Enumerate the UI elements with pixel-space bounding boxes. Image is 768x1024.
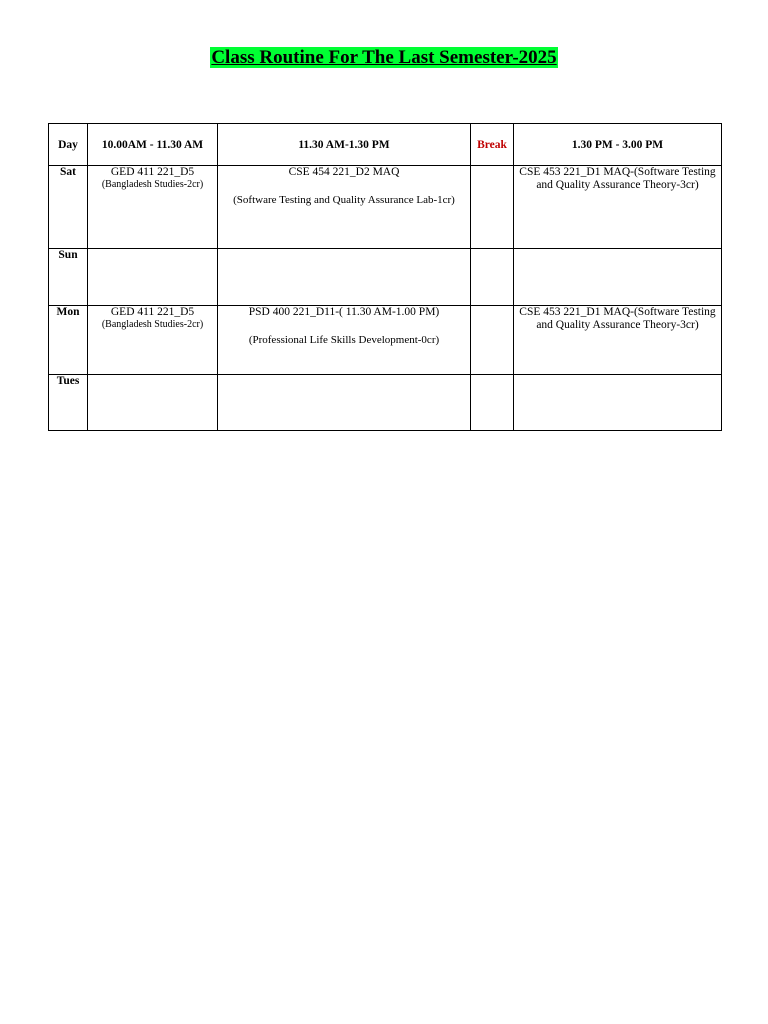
sat-slot-2-course: CSE 454 221_D2 MAQ (288, 166, 400, 178)
table-row-sat (49, 166, 722, 249)
sun-slot-3-cell (514, 249, 722, 306)
page-title: Class Routine For The Last Semester-2025 (211, 47, 557, 68)
header-day: Day (49, 124, 88, 166)
sat-slot-1-course: GED 411 221_D5 (110, 166, 195, 178)
page-title-wrapper (0, 46, 768, 70)
sun-break-cell (471, 249, 514, 306)
cell-spacer (222, 179, 466, 194)
sat-slot-1-cell (88, 166, 218, 249)
day-cell-tues: Tues (49, 375, 88, 431)
tues-slot-1-cell (88, 375, 218, 431)
sat-slot-2-cell (218, 166, 471, 249)
header-break: Break (471, 124, 514, 166)
sat-slot-1-detail: (Bangladesh Studies-2cr) (101, 179, 204, 190)
mon-slot-1-cell (88, 306, 218, 375)
table-row-tues (49, 375, 722, 431)
tues-slot-2-cell (218, 375, 471, 431)
tues-break-cell (471, 375, 514, 431)
header-slot-3: 1.30 PM - 3.00 PM (514, 124, 722, 166)
sat-slot-3-cell (514, 166, 722, 249)
class-routine-table (48, 123, 722, 431)
header-slot-1: 10.00AM - 11.30 AM (88, 124, 218, 166)
mon-slot-3-cell (514, 306, 722, 375)
tues-slot-3-cell (514, 375, 722, 431)
mon-slot-1-course: GED 411 221_D5 (110, 306, 195, 318)
day-cell-sun: Sun (49, 249, 88, 306)
table-header-row (49, 124, 722, 166)
mon-slot-3-course: CSE 453 221_D1 MAQ-(Software Testing and Quality Assurance Theory-3cr) (519, 306, 716, 331)
header-slot-2: 11.30 AM-1.30 PM (218, 124, 471, 166)
day-cell-sat: Sat (49, 166, 88, 249)
table-row-sun (49, 249, 722, 306)
mon-slot-2-course: PSD 400 221_D11-( 11.30 AM-1.00 PM) (248, 306, 440, 318)
sun-slot-2-cell (218, 249, 471, 306)
mon-slot-2-detail: (Professional Life Skills Development-0cr) (248, 334, 440, 346)
sat-slot-3-course: CSE 453 221_D1 MAQ-(Software Testing and Quality Assurance Theory-3cr) (519, 166, 716, 191)
mon-slot-1-detail: (Bangladesh Studies-2cr) (101, 319, 204, 330)
sun-slot-1-cell (88, 249, 218, 306)
day-cell-mon: Mon (49, 306, 88, 375)
mon-break-cell (471, 306, 514, 375)
sat-break-cell (471, 166, 514, 249)
table-row-mon (49, 306, 722, 375)
cell-spacer (222, 319, 466, 334)
sat-slot-2-detail: (Software Testing and Quality Assurance Lab-1cr) (233, 194, 455, 206)
mon-slot-2-cell (218, 306, 471, 375)
